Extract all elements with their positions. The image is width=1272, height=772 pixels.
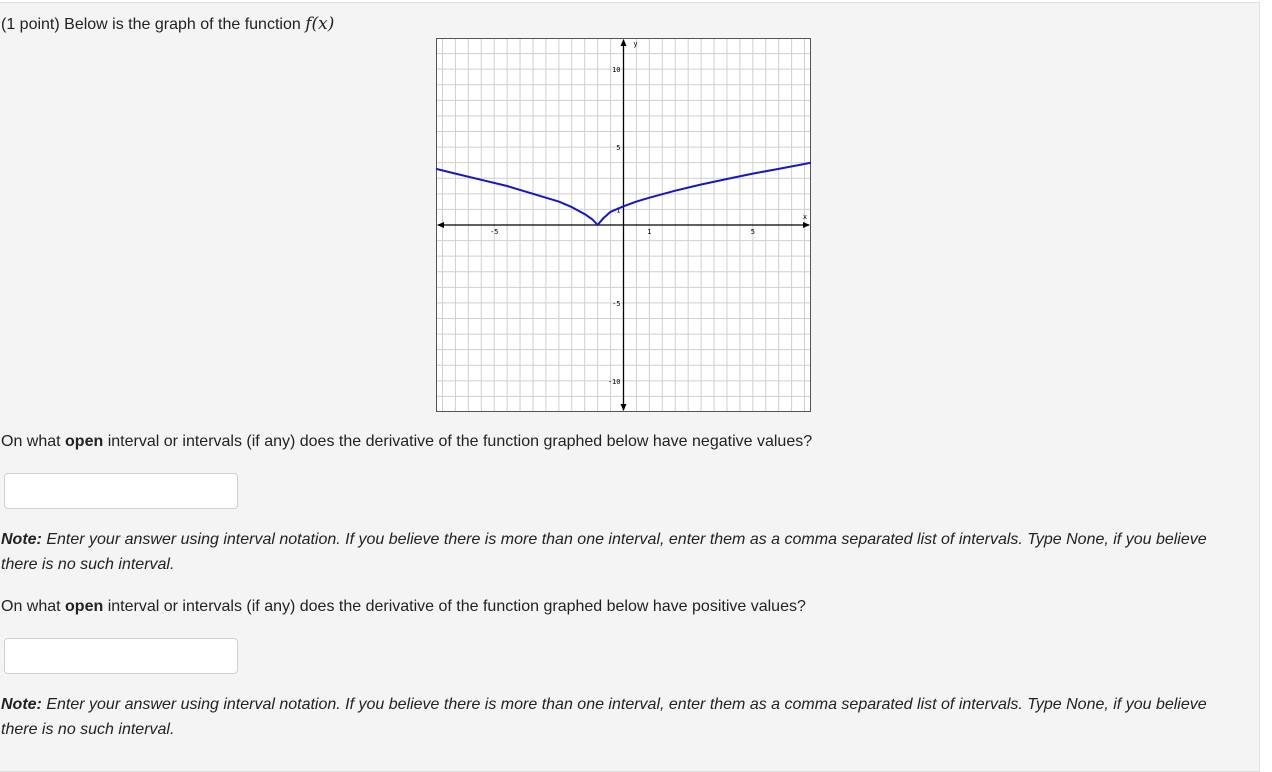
x-tick-label: 5: [750, 228, 755, 236]
question-negative-bold: open: [65, 433, 104, 450]
note-positive-label: Note:: [1, 696, 42, 713]
function-label: f(x): [305, 14, 335, 34]
y-tick-label: 5: [616, 144, 621, 153]
note-positive-text: Enter your answer using interval notation. If you believe there is more than one interval, enter them as a comma separated list of intervals. Type None, if you believe there is no such interval.: [1, 696, 1207, 738]
negative-interval-input[interactable]: [4, 473, 238, 509]
x-axis-label: x: [802, 213, 808, 221]
problem-prompt: [1, 14, 334, 34]
x-tick-label: -5: [489, 228, 499, 236]
y-tick-label: 10: [612, 66, 621, 75]
y-axis-arrow-top: [621, 39, 627, 46]
positive-interval-input[interactable]: [4, 638, 238, 674]
x-axis-arrow-right: [803, 222, 810, 228]
question-negative-before: On what: [1, 433, 66, 450]
question-positive: [1, 598, 806, 616]
prompt-text: (1 point) Below is the graph of the function: [1, 16, 306, 33]
note-negative: [1, 527, 1241, 577]
question-positive-bold: open: [65, 598, 104, 615]
question-positive-after: interval or intervals (if any) does the derivative of the function graphed below have positive values?: [103, 598, 806, 615]
question-positive-before: On what: [1, 598, 66, 615]
x-tick-label: 1: [647, 228, 652, 236]
note-positive: [1, 692, 1241, 742]
y-tick-label: -5: [612, 299, 621, 308]
y-axis-label: y: [633, 40, 638, 48]
function-graph: [436, 38, 811, 412]
y-axis-arrow-bottom: [621, 404, 627, 411]
question-negative: [1, 433, 812, 451]
note-negative-text: Enter your answer using interval notation. If you believe there is more than one interval, enter them as a comma separated list of intervals. Type None, if you believe there is no such interval.: [1, 531, 1207, 573]
note-negative-label: Note:: [1, 531, 42, 548]
y-tick-label: 1: [616, 206, 621, 215]
question-negative-after: interval or intervals (if any) does the derivative of the function graphed below have negative values?: [103, 433, 813, 450]
x-axis-arrow-left: [437, 222, 444, 228]
y-tick-label: -10: [607, 377, 621, 386]
